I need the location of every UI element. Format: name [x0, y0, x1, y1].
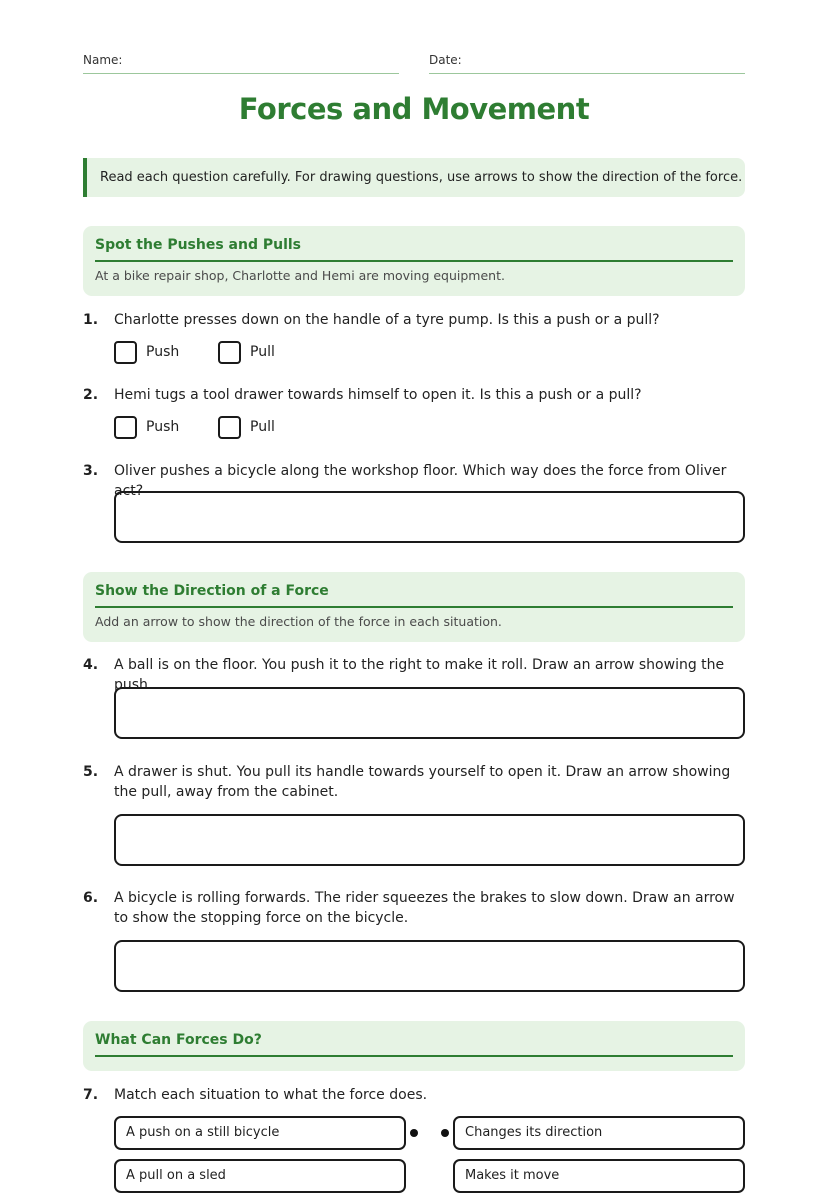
option-push[interactable]: [114, 416, 204, 440]
date-label: Date:: [429, 53, 462, 67]
question-text: A drawer is shut. You pull its handle towards yourself to open it. Draw an arrow showing the pull, away from the cabinet.: [114, 764, 731, 800]
section-subtitle: At a bike repair shop, Charlotte and Hemi are moving equipment.: [95, 268, 505, 283]
question-6: [83, 888, 745, 928]
question-text: Oliver pushes a bicycle along the workshop floor. Which way does the force from Oliver act?: [114, 463, 727, 499]
option-pull[interactable]: [218, 341, 308, 365]
section-title: Show the Direction of a Force: [95, 581, 733, 608]
instructions-box: Read each question carefully. For drawing questions, use arrows to show the direction of the force.: [83, 158, 745, 197]
checkbox[interactable]: [114, 341, 137, 364]
name-field[interactable]: [83, 52, 399, 74]
question-number: 4.: [83, 657, 99, 673]
match-left-item[interactable]: A pull on a sled: [114, 1159, 406, 1193]
question-2-options: [114, 416, 314, 440]
checkbox[interactable]: [218, 416, 241, 439]
question-text: A ball is on the floor. You push it to the right to make it roll. Draw an arrow showing the push.: [114, 657, 725, 693]
match-right-item[interactable]: Makes it move: [453, 1159, 745, 1193]
question-number: 1.: [83, 312, 99, 328]
option-label: Pull: [250, 419, 275, 435]
answer-box-3[interactable]: [114, 491, 745, 543]
section-title: What Can Forces Do?: [95, 1030, 733, 1057]
checkbox[interactable]: [114, 416, 137, 439]
checkbox[interactable]: [218, 341, 241, 364]
answer-box-4[interactable]: [114, 687, 745, 739]
name-label: Name:: [83, 53, 123, 67]
question-text: Charlotte presses down on the handle of a tyre pump. Is this a push or a pull?: [114, 312, 660, 328]
section-subtitle: Add an arrow to show the direction of the force in each situation.: [95, 614, 502, 629]
question-1: [83, 310, 745, 330]
section-title: Spot the Pushes and Pulls: [95, 235, 733, 262]
question-7: [83, 1085, 745, 1105]
question-number: 2.: [83, 387, 99, 403]
question-text: A bicycle is rolling forwards. The rider squeezes the brakes to slow down. Draw an arrow to show the stopping force on the bicycle.: [114, 890, 735, 926]
question-2: [83, 385, 745, 405]
option-label: Pull: [250, 344, 275, 360]
question-1-options: [114, 341, 314, 365]
match-dot-left[interactable]: [410, 1129, 418, 1137]
match-dot-right[interactable]: [441, 1129, 449, 1137]
question-number: 3.: [83, 463, 99, 479]
match-left-item[interactable]: A push on a still bicycle: [114, 1116, 406, 1150]
question-text: Hemi tugs a tool drawer towards himself to open it. Is this a push or a pull?: [114, 387, 642, 403]
date-field[interactable]: [429, 52, 745, 74]
question-3: [83, 461, 745, 499]
section-what-forces-do: [83, 1021, 745, 1071]
question-text: Match each situation to what the force does.: [114, 1087, 428, 1103]
option-label: Push: [146, 419, 180, 435]
answer-box-5[interactable]: [114, 814, 745, 866]
option-pull[interactable]: [218, 416, 308, 440]
match-right-item[interactable]: Changes its direction: [453, 1116, 745, 1150]
section-pushes-pulls: [83, 226, 745, 296]
question-5: [83, 762, 745, 802]
name-date-row: [83, 52, 745, 74]
section-direction-of-force: [83, 572, 745, 642]
option-label: Push: [146, 344, 180, 360]
option-push[interactable]: [114, 341, 204, 365]
question-number: 6.: [83, 890, 99, 906]
question-4: [83, 655, 745, 693]
answer-box-6[interactable]: [114, 940, 745, 992]
question-number: 5.: [83, 764, 99, 780]
page-title: Forces and Movement: [238, 92, 590, 126]
question-number: 7.: [83, 1087, 99, 1103]
